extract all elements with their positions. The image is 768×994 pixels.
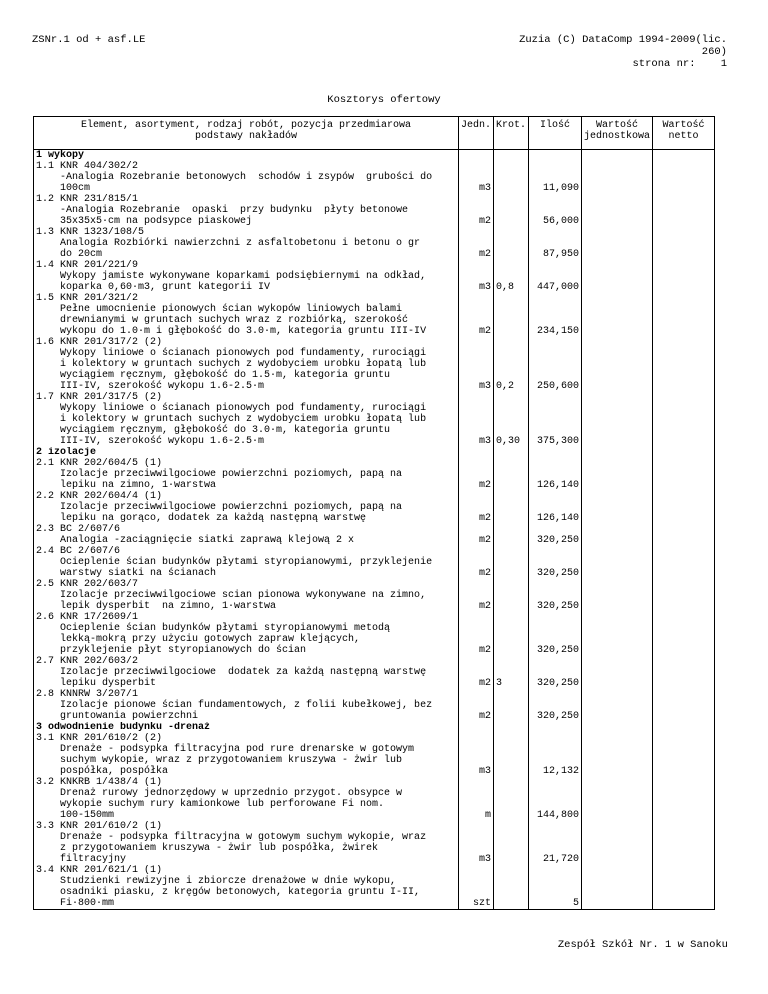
- table-row: [34, 865, 715, 910]
- table-row: [34, 777, 715, 821]
- item-quantity: 126,140: [529, 491, 582, 524]
- item-unit: m2: [459, 546, 494, 579]
- item-unit: m2: [459, 612, 494, 656]
- item-quantity: 5: [529, 865, 582, 910]
- item-krot: [494, 821, 529, 865]
- item-unit-value: [582, 260, 653, 293]
- item-unit-value: [582, 161, 653, 194]
- item-net-value: [653, 524, 715, 546]
- item-unit: m3: [459, 392, 494, 447]
- item-krot: [494, 524, 529, 546]
- document-title: Kosztorys ofertowy: [327, 94, 441, 106]
- item-net-value: [653, 227, 715, 260]
- item-description: 1.1 KNR 404/302/2 -Analogia Rozebranie betonowych schodów i zsypów grubości do 100cm: [34, 161, 459, 194]
- item-krot: [494, 458, 529, 491]
- item-krot: [494, 491, 529, 524]
- footer-text: Zespół Szkół Nr. 1 w Sanoku: [557, 939, 728, 951]
- item-krot: 0,8: [494, 260, 529, 293]
- table-row: [34, 194, 715, 227]
- empty-cell: [459, 722, 494, 733]
- col-header-unit-value: Wartość jednostkowa: [582, 117, 653, 150]
- item-description: 1.7 KNR 201/317/5 (2) Wykopy liniowe o ścianach pionowych pod fundamenty, rurociągi i kolektory w gruntach suchych z wydobyciem urobku łopatą lub wyciągiem ręcznym, głębokość do 3.0·m, kategoria gruntu III-IV, szerokość wykopu 1.6-2.5·m: [34, 392, 459, 447]
- empty-cell: [494, 447, 529, 458]
- item-krot: [494, 227, 529, 260]
- item-description: 3.2 KNKRB 1/438/4 (1) Drenaż rurowy jednorzędowy w uprzednio przygot. obsypce w wykopie suchym rury kamionkowe lub perforowane Fi nom. 100-150mm: [34, 777, 459, 821]
- col-header-net-value: Wartość netto: [653, 117, 715, 150]
- item-unit: m2: [459, 293, 494, 337]
- item-quantity: 87,950: [529, 227, 582, 260]
- item-unit-value: [582, 656, 653, 689]
- item-unit-value: [582, 458, 653, 491]
- item-unit: m2: [459, 656, 494, 689]
- item-unit: m2: [459, 458, 494, 491]
- table-row: [34, 161, 715, 194]
- section-row: [34, 722, 715, 733]
- item-unit-value: [582, 612, 653, 656]
- item-description: 2.7 KNR 202/603/2 Izolacje przeciwwilgociowe dodatek za każdą następną warstwę lepiku dysperbit: [34, 656, 459, 689]
- empty-cell: [653, 150, 715, 162]
- table-row: [34, 392, 715, 447]
- table-row: [34, 524, 715, 546]
- item-net-value: [653, 260, 715, 293]
- item-unit-value: [582, 546, 653, 579]
- item-description: 2.4 BC 2/607/6 Ocieplenie ścian budynków płytami styropianowymi, przyklejenie warstwy siatki na ścianach: [34, 546, 459, 579]
- table-row: [34, 227, 715, 260]
- item-krot: [494, 733, 529, 777]
- item-unit: szt: [459, 865, 494, 910]
- item-description: 2.1 KNR 202/604/5 (1) Izolacje przeciwwilgociowe powierzchni poziomych, papą na lepiku na zimno, 1·warstwa: [34, 458, 459, 491]
- item-krot: 0,2: [494, 337, 529, 392]
- table-header-row: [34, 117, 715, 150]
- table-row: [34, 656, 715, 689]
- item-unit: m2: [459, 579, 494, 612]
- item-krot: [494, 689, 529, 722]
- item-quantity: 21,720: [529, 821, 582, 865]
- empty-cell: [582, 150, 653, 162]
- item-unit-value: [582, 194, 653, 227]
- header-left-text: ZSNr.1 od + asf.LE: [32, 34, 146, 46]
- item-description: 2.6 KNR 17/2609/1 Ocieplenie ścian budynków płytami styropianowymi metodą lekką-mokrą przy użyciu gotowych zapraw klejących, przyklejenie płyt styropianowych do ścian: [34, 612, 459, 656]
- item-description: 2.2 KNR 202/604/4 (1) Izolacje przeciwwilgociowe powierzchni poziomych, papą na lepiku na gorąco, dodatek za każdą następną warstwę: [34, 491, 459, 524]
- item-net-value: [653, 293, 715, 337]
- item-net-value: [653, 392, 715, 447]
- col-header-krot: Krot.: [494, 117, 529, 150]
- item-quantity: 320,250: [529, 656, 582, 689]
- item-unit: m: [459, 777, 494, 821]
- section-title: 3 odwodnienie budynku -drenaż: [34, 722, 459, 733]
- item-krot: 0,30: [494, 392, 529, 447]
- empty-cell: [653, 722, 715, 733]
- item-quantity: 234,150: [529, 293, 582, 337]
- item-quantity: 447,000: [529, 260, 582, 293]
- item-unit-value: [582, 392, 653, 447]
- col-header-element: Element, asortyment, rodzaj robót, pozycja przedmiarowa podstawy nakładów: [34, 117, 459, 150]
- item-unit: m3: [459, 733, 494, 777]
- item-unit: m2: [459, 524, 494, 546]
- table-row: [34, 546, 715, 579]
- section-title: 1 wykopy: [34, 150, 459, 162]
- item-net-value: [653, 161, 715, 194]
- item-unit: m3: [459, 821, 494, 865]
- empty-cell: [529, 150, 582, 162]
- table-row: [34, 260, 715, 293]
- empty-cell: [494, 150, 529, 162]
- table-row: [34, 579, 715, 612]
- item-description: 1.2 KNR 231/815/1 -Analogia Rozebranie opaski przy budynku płyty betonowe 35x35x5·cm na podsypce piaskowej: [34, 194, 459, 227]
- section-row: [34, 447, 715, 458]
- table-row: [34, 733, 715, 777]
- item-description: 2.3 BC 2/607/6 Analogia -zaciągnięcie siatki zaprawą klejową 2 x: [34, 524, 459, 546]
- item-quantity: 126,140: [529, 458, 582, 491]
- empty-cell: [582, 722, 653, 733]
- item-net-value: [653, 865, 715, 910]
- item-quantity: 144,800: [529, 777, 582, 821]
- header-right-text: [519, 34, 727, 70]
- item-unit-value: [582, 865, 653, 910]
- item-unit-value: [582, 579, 653, 612]
- item-quantity: 320,250: [529, 546, 582, 579]
- table-row: [34, 689, 715, 722]
- license-info: 260): [701, 46, 727, 58]
- item-krot: 3: [494, 656, 529, 689]
- item-krot: [494, 161, 529, 194]
- item-net-value: [653, 491, 715, 524]
- item-description: 1.3 KNR 1323/108/5 Analogia Rozbiórki nawierzchni z asfaltobetonu i betonu o gr do 20cm: [34, 227, 459, 260]
- item-description: 1.5 KNR 201/321/2 Pełne umocnienie pionowych ścian wykopów liniowych balami drewnianymi w gruntach suchych wraz z rozbiórką, szerokość wykopu do 1.0·m i głębokość do 3.0·m, kategoria gruntu III-IV: [34, 293, 459, 337]
- item-unit-value: [582, 524, 653, 546]
- item-krot: [494, 194, 529, 227]
- item-net-value: [653, 194, 715, 227]
- empty-cell: [582, 447, 653, 458]
- program-info: Zuzia (C) DataComp 1994-2009(lic.: [519, 34, 727, 46]
- item-net-value: [653, 458, 715, 491]
- item-net-value: [653, 612, 715, 656]
- item-krot: [494, 546, 529, 579]
- item-net-value: [653, 821, 715, 865]
- item-krot: [494, 579, 529, 612]
- item-description: 2.8 KNNRW 3/207/1 Izolacje pionowe ścian fundamentowych, z folii kubełkowej, bez gruntowania powierzchni: [34, 689, 459, 722]
- item-quantity: 250,600: [529, 337, 582, 392]
- item-unit-value: [582, 689, 653, 722]
- item-description: 3.3 KNR 201/610/2 (1) Drenaże - podsypka filtracyjna w gotowym suchym wykopie, wraz z przygotowaniem kruszywa - żwir lub pospółka, żwirek filtracyjny: [34, 821, 459, 865]
- item-unit: m2: [459, 227, 494, 260]
- item-net-value: [653, 733, 715, 777]
- item-description: 1.4 KNR 201/221/9 Wykopy jamiste wykonywane koparkami podsiębiernymi na odkład, koparka 0,60·m3, grunt kategorii IV: [34, 260, 459, 293]
- item-net-value: [653, 689, 715, 722]
- item-quantity: 320,250: [529, 689, 582, 722]
- item-quantity: 56,000: [529, 194, 582, 227]
- item-unit-value: [582, 777, 653, 821]
- empty-cell: [494, 722, 529, 733]
- item-krot: [494, 612, 529, 656]
- item-net-value: [653, 337, 715, 392]
- item-unit-value: [582, 293, 653, 337]
- item-unit-value: [582, 733, 653, 777]
- empty-cell: [529, 447, 582, 458]
- item-unit: m3: [459, 260, 494, 293]
- table-row: [34, 821, 715, 865]
- item-krot: [494, 293, 529, 337]
- item-krot: [494, 777, 529, 821]
- item-unit: m2: [459, 491, 494, 524]
- item-net-value: [653, 777, 715, 821]
- item-net-value: [653, 579, 715, 612]
- table-row: [34, 293, 715, 337]
- item-description: 1.6 KNR 201/317/2 (2) Wykopy liniowe o ścianach pionowych pod fundamenty, rurociągi i kolektory w gruntach suchych z wydobyciem urobku łopatą lub wyciągiem ręcznym, głębokość do 1.5·m, kategoria gruntu III-IV, szerokość wykopu 1.6-2.5·m: [34, 337, 459, 392]
- table-row: [34, 337, 715, 392]
- empty-cell: [529, 722, 582, 733]
- table-row: [34, 458, 715, 491]
- page-number: strona nr: 1: [632, 58, 727, 70]
- item-unit-value: [582, 821, 653, 865]
- item-unit: m3: [459, 337, 494, 392]
- item-unit: m2: [459, 689, 494, 722]
- table-row: [34, 612, 715, 656]
- item-unit: m2: [459, 194, 494, 227]
- item-net-value: [653, 656, 715, 689]
- section-row: [34, 150, 715, 162]
- empty-cell: [459, 447, 494, 458]
- col-header-unit: Jedn.: [459, 117, 494, 150]
- item-description: 2.5 KNR 202/603/7 Izolacje przeciwwilgociowe scian pionowa wykonywane na zimno, lepik dysperbit na zimno, 1·warstwa: [34, 579, 459, 612]
- item-description: 3.4 KNR 201/621/1 (1) Studzienki rewizyjne i zbiorcze drenażowe w dnie wykopu, osadniki piasku, z kręgów betonowych, kategoria gruntu I-II, Fi·800·mm: [34, 865, 459, 910]
- item-krot: [494, 865, 529, 910]
- col-header-qty: Ilość: [529, 117, 582, 150]
- item-net-value: [653, 546, 715, 579]
- item-quantity: 375,300: [529, 392, 582, 447]
- item-unit-value: [582, 337, 653, 392]
- item-quantity: 11,090: [529, 161, 582, 194]
- item-quantity: 320,250: [529, 579, 582, 612]
- item-description: 3.1 KNR 201/610/2 (2) Drenaże - podsypka filtracyjna pod rure drenarske w gotowym suchym wykopie, wraz z przygotowaniem kruszywa - żwir lub pospółka, pospółka: [34, 733, 459, 777]
- item-quantity: 12,132: [529, 733, 582, 777]
- section-title: 2 izolacje: [34, 447, 459, 458]
- table-row: [34, 491, 715, 524]
- item-quantity: 320,250: [529, 524, 582, 546]
- empty-cell: [653, 447, 715, 458]
- item-unit: m3: [459, 161, 494, 194]
- item-unit-value: [582, 491, 653, 524]
- empty-cell: [459, 150, 494, 162]
- item-unit-value: [582, 227, 653, 260]
- estimate-table: [33, 116, 715, 910]
- item-quantity: 320,250: [529, 612, 582, 656]
